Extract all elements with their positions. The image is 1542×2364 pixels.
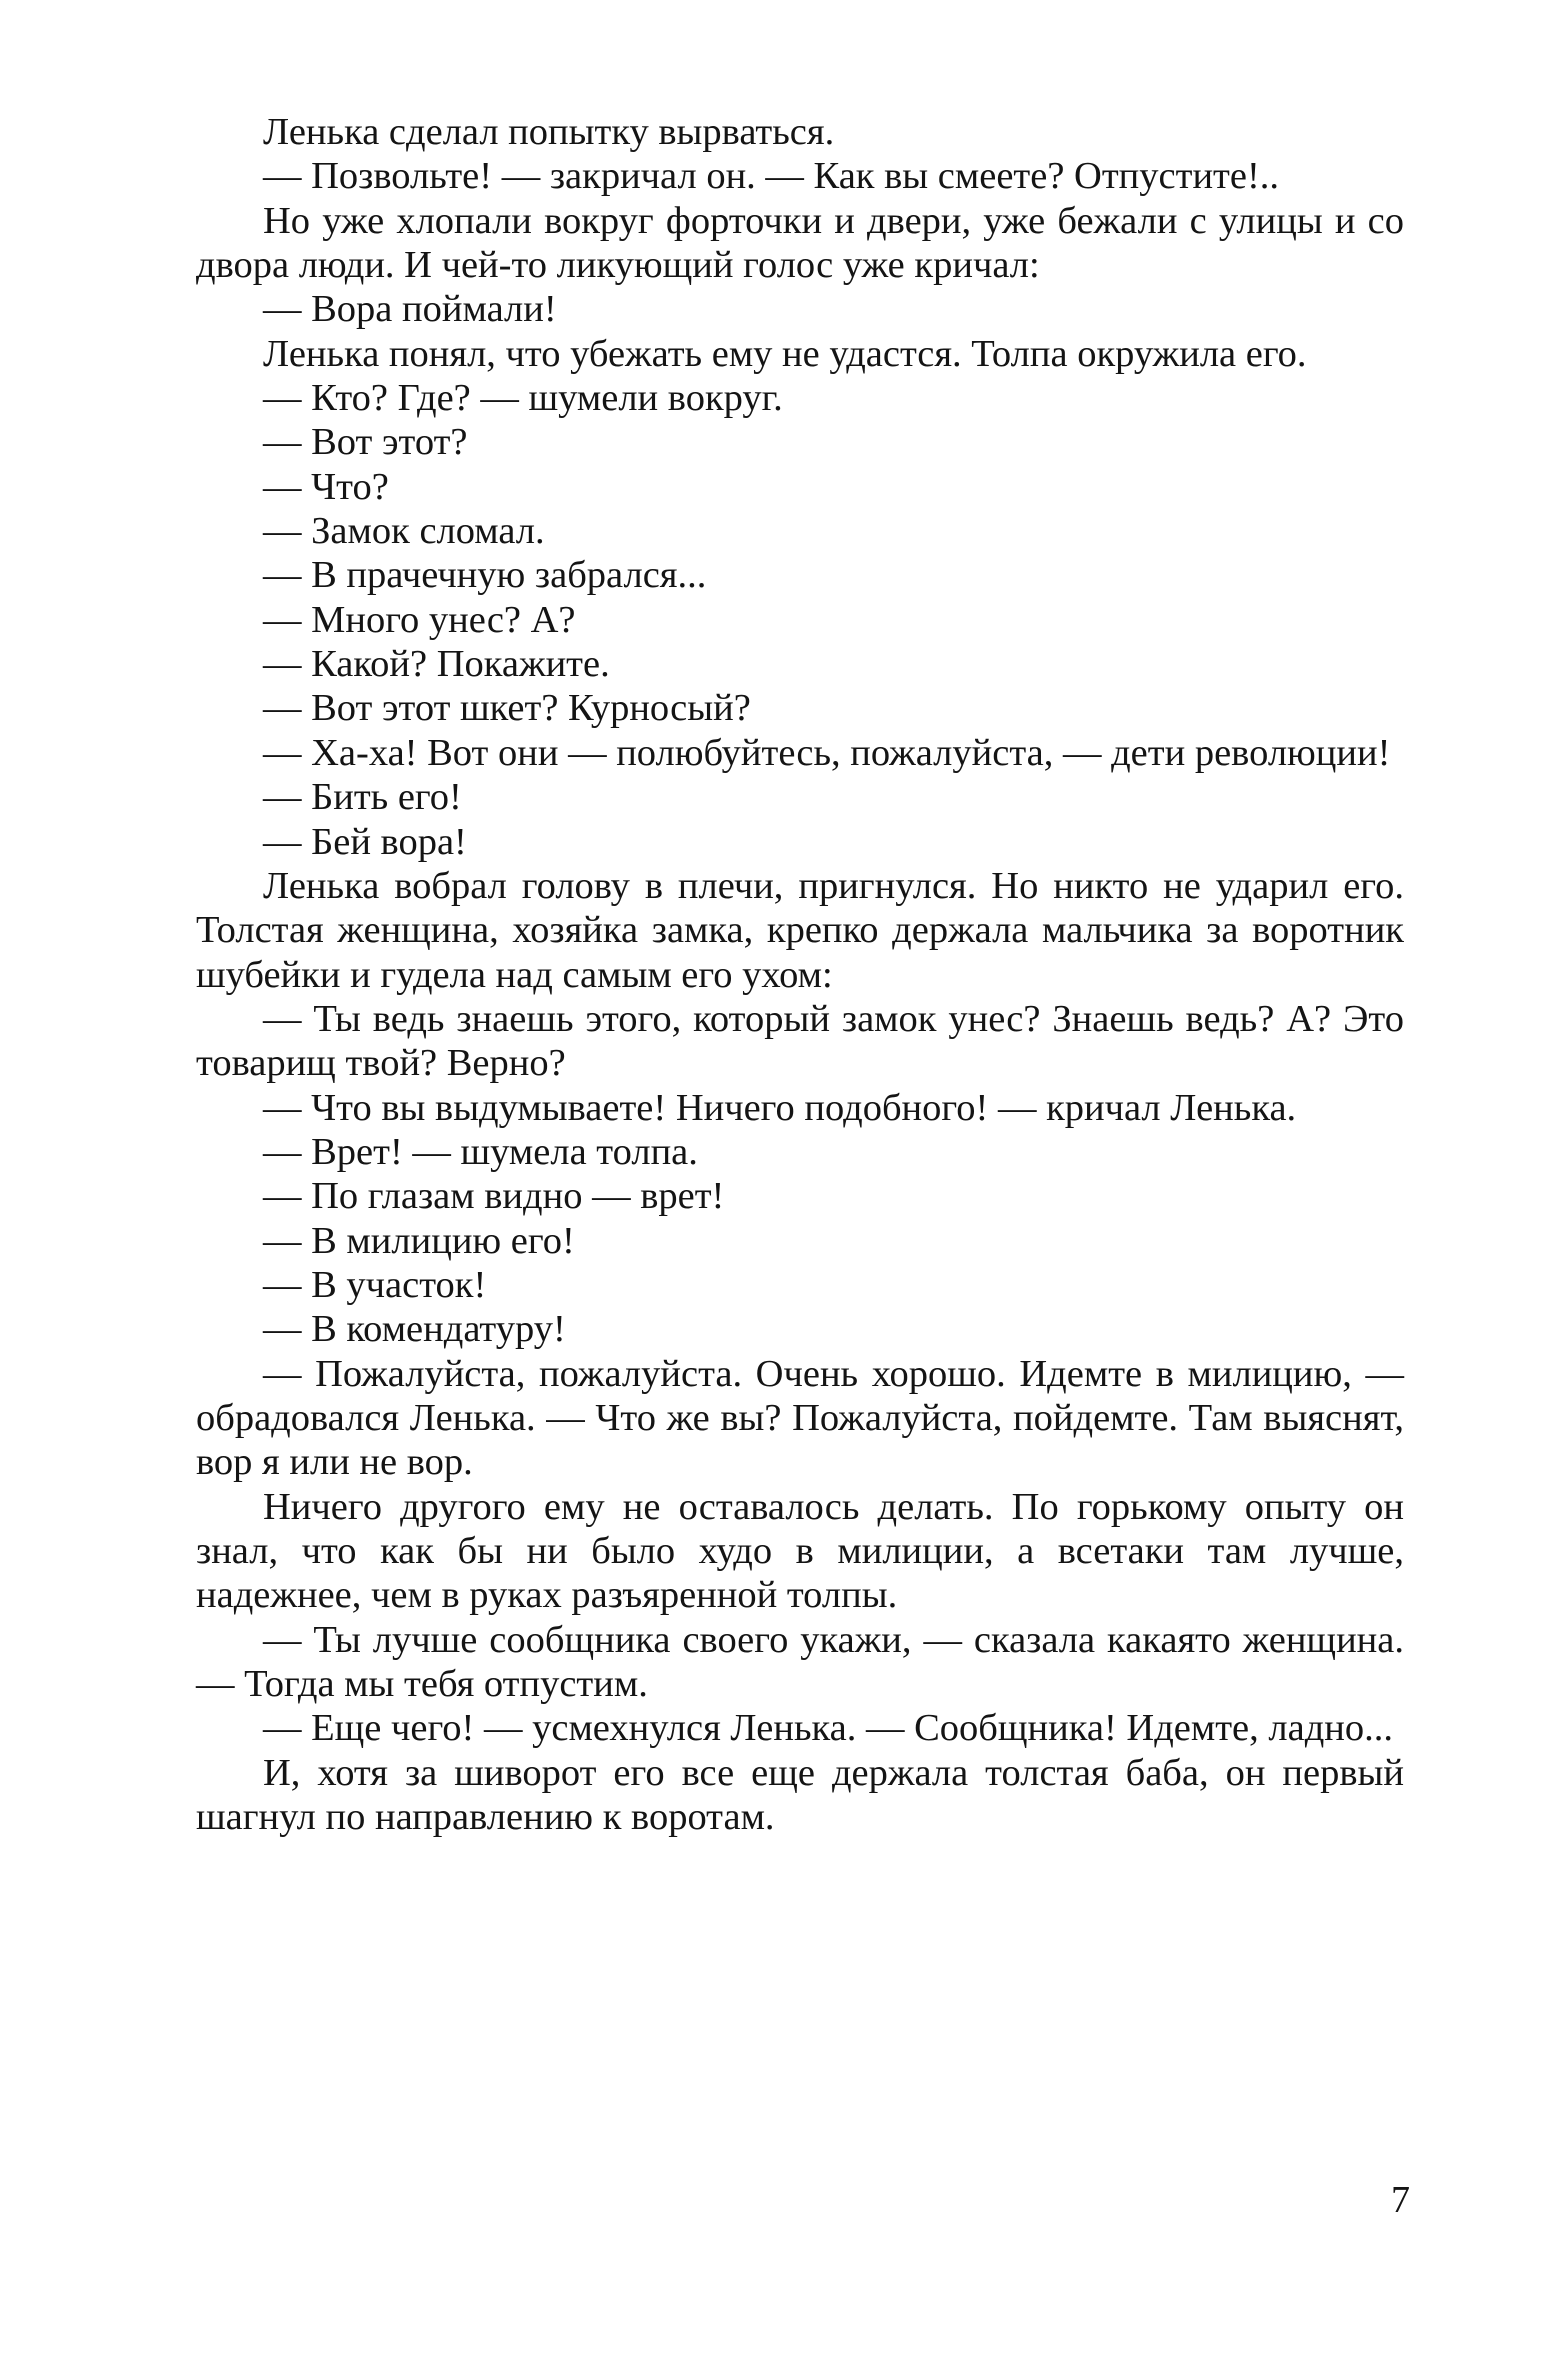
paragraph: — Врет! — шумела толпа.	[263, 1130, 698, 1173]
paragraph: — В комендатуру!	[263, 1308, 566, 1351]
paragraph: Ленька вобрал голову в плечи, пригнулся. Но никто не ударил его. Толстая женщина, хозяйка замка, крепко держала мальчика за воротник шубейки и гудела над самым его ухом:	[196, 864, 1404, 996]
paragraph: — Замок сломал.	[263, 510, 545, 553]
paragraph: Но уже хлопали вокруг форточки и двери, уже бежали с улицы и со двора люди. И чей-то ликующий голос уже кричал:	[196, 199, 1404, 287]
paragraph: Ленька понял, что убежать ему не удастся. Толпа окружила его.	[263, 332, 1307, 375]
paragraph: — В участок!	[263, 1263, 487, 1306]
paragraph: — Что вы выдумываете! Ничего подобного! — кричал Ленька.	[263, 1086, 1297, 1129]
paragraph: — Вора поймали!	[263, 288, 557, 331]
paragraph: — Ты лучше сообщника своего укажи, — сказала какаято женщина. — Тогда мы тебя отпустим.	[196, 1618, 1404, 1706]
paragraph: И, хотя за шиворот его все еще держала толстая баба, он первый шагнул по направлению к воротам.	[196, 1751, 1404, 1839]
paragraph: — Ха-ха! Вот они — полюбуйтесь, пожалуйста, — дети революции!	[263, 731, 1391, 774]
paragraph: — Бить его!	[263, 776, 462, 819]
paragraph: — Кто? Где? — шумели вокруг.	[263, 377, 783, 420]
paragraph: — Пожалуйста, пожалуйста. Очень хорошо. Идемте в милицию, — обрадовался Ленька. — Что же вы? Пожалуйста, пойдемте. Там выяснят, вор я или не вор.	[196, 1352, 1404, 1484]
paragraph: — Вот этот?	[263, 421, 468, 464]
text-block	[196, 110, 1404, 1839]
paragraph: — Еще чего! — усмехнулся Ленька. — Сообщника! Идемте, ладно...	[263, 1707, 1394, 1750]
paragraph: — Что?	[263, 465, 389, 508]
paragraph: — По глазам видно — врет!	[263, 1175, 725, 1218]
paragraph: — В прачечную забрался...	[263, 554, 707, 597]
page-number: 7	[1391, 2179, 1410, 2221]
paragraph: — Много унес? А?	[263, 598, 576, 641]
paragraph: — В милицию его!	[263, 1219, 575, 1262]
paragraph: — Вот этот шкет? Курносый?	[263, 687, 751, 730]
paragraph: — Какой? Покажите.	[263, 643, 610, 686]
paragraph: — Позвольте! — закричал он. — Как вы смеете? Отпустите!..	[263, 155, 1280, 198]
paragraph: — Ты ведь знаешь этого, который замок унес? Знаешь ведь? А? Это товарищ твой? Верно?	[196, 997, 1404, 1085]
paragraph: — Бей вора!	[263, 820, 467, 863]
paragraph: Ленька сделал попытку вырваться.	[263, 111, 835, 153]
paragraph: Ничего другого ему не оставалось делать. По горькому опыту он знал, что как бы ни было худо в милиции, а всетаки там лучше, надежнее, чем в руках разъяренной толпы.	[196, 1485, 1404, 1617]
